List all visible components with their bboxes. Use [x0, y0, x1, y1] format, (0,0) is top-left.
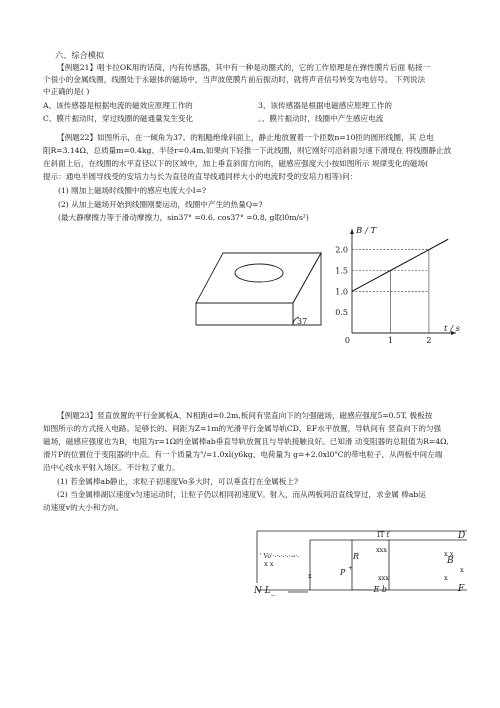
x-tick-label: 2 [426, 336, 432, 345]
section-header: 六、综合模拟 [55, 50, 105, 60]
ex22-question-1: (1) 刚加上磁场时线圈中的感应电流大小I=? [58, 186, 207, 195]
ex22-line2: 阻R=3.14Ω、总质量m=0.4kg、半径r=0.4m,如果向下轻推一下此线圈，则它刚好可沿斜面匀速下滑现在 将线圈静止放 [43, 146, 452, 155]
v0-label: ' Vo'·-·-·-·-·→·- [260, 553, 300, 560]
ex21-line3: 中正确的是( ) [43, 87, 90, 96]
d-label: D [458, 531, 466, 541]
right-x-marks-3: x [444, 574, 448, 582]
bt-chart [330, 225, 462, 345]
f-label: F [458, 584, 465, 594]
x-tick-label: 0 [344, 336, 350, 345]
ex21-option-a: A、该传感器是根据电流的磁效应原理工作的 [43, 101, 193, 110]
ex22-line3: 在斜面上后，在线圈的水平直径以下的区域中，加上垂直斜面方向的，磁感应强度大小按如图所示 规律变化的磁场( [43, 159, 429, 168]
ex22-question-2: (2) 从加上磁场开始到线圈刚要运动，线圈中产生的热量Q=? [58, 200, 263, 209]
left-x-marks-2: x [308, 572, 312, 580]
x-tick-label: 1 [387, 336, 394, 345]
coil-ellipse [235, 264, 283, 282]
y-tick-label: 0.5 [335, 308, 348, 318]
xxx-bottom: xxx [378, 574, 389, 582]
ex23-line2: 如图所示的方式接入电路。足够长的、间距为Z=1m的光滑平行金属导轨CD、EF水平放置，导轨间有 竖直向下的匀强 [43, 424, 442, 433]
incline-top-face [196, 253, 321, 303]
y-tick-label: 1.0 [335, 287, 348, 297]
ex22-line4: 提示：通电半圆导线受的安培力与长为直径的直导线通同样大小的电流时受的安培力相等)问： [43, 172, 358, 181]
y-tick-label: 1.5 [335, 266, 348, 276]
b-label: B [447, 556, 454, 566]
right-x-marks-2: x [460, 566, 464, 574]
ex23-line5: 沿中心线水平射入场区。不计粒了重力。 [43, 463, 180, 472]
ex21-option-d: 。、膜片振动时，线圈中产生感应电流 [258, 114, 384, 123]
ex23-question-2a: (2) 当金属棒湖以速度v匀速运动时，让粒子仍以相同初速度V。射入，而从两板间沿直线穿过，求金属 棒ab运 [57, 490, 426, 499]
ex23-line4: 滑片P的位置位于变阻器的中点。有一个质量为"/=1.0xl(y6kg、电荷量为 g=+2.0xl0"C的带电粒子，从两板中间左端 [43, 450, 443, 459]
ex22-line1: 【例题22】如图所示，在一倾角为37。的粗糙绝缘斜面上，静止地放置着一个匝数n=10匝的圆形线圈，其 总电 [57, 133, 434, 142]
xxx-top: xxx [376, 546, 387, 554]
incline-side-face [293, 253, 321, 325]
r-label: R [353, 552, 360, 561]
plus-label: + [348, 565, 354, 572]
ex21-option-b: 3、该传感器是根据电磁感应原理工作的 [258, 101, 392, 110]
ex21-line1: 【例题21】唱卡拉OK用的话筒，内有传感器，其中有一种是动圈式的，它的工作原理是在弹性膜片后面 粘接一 [57, 63, 431, 72]
ex23-line3: 磁场，磁感应强度也为B，电阻为r=1Ω的金属棒ab垂直导轨放置且与导轨接触良好。已知滑 动变阻器的总阻值为R=4Ω, [43, 437, 449, 446]
p-label: P [340, 568, 346, 577]
circuit-lines [252, 528, 476, 608]
y-axis-label: B / T [356, 226, 377, 236]
ex21-option-c: C、膜片振动时，穿过线圈的磁通量发生变化 [43, 114, 194, 123]
y-tick-label: 2.0 [335, 245, 348, 255]
b-t-series-line [352, 239, 448, 291]
angle-label: 37 [297, 317, 308, 326]
ex23-question-2b: 动速度v的大小和方向。 [43, 503, 124, 512]
circuit-figure [252, 528, 476, 608]
x-axis-label: t / s [443, 324, 460, 334]
left-x-marks-1: x x [264, 560, 274, 568]
y-axis-arrow [350, 229, 354, 234]
top-rail-label: IT f [377, 531, 390, 539]
ex23-line1: 【例题23】竖直放置的平行金属板A、N相距d=0.2m,板间有竖直向下的匀强磁场，磁感应强度5=0.5T, 极板按 [57, 411, 433, 420]
incline-front-face [196, 303, 293, 325]
ex21-line2: 个很小的金属线圈，线圈处于永磁体的磁场中，当声波使膜片前后振动时，就将声音信号转变为电信号。 下列说法 [43, 75, 426, 84]
ex23-question-1: (1) 若金属棒ab静止，求粒子初速度Vo多大时，可以垂直打在金属板上? [57, 477, 299, 486]
incline-figure [193, 243, 328, 331]
n-label: N L_ [254, 586, 276, 596]
right-x-marks-1: x x [444, 550, 454, 558]
ex22-note: (最大静摩擦力等于滑动摩擦力，sin37° =0.6, cos37° =0.8, g取l0m/s²) [58, 213, 309, 222]
bottom-rail-label: ------- E b [352, 585, 387, 594]
